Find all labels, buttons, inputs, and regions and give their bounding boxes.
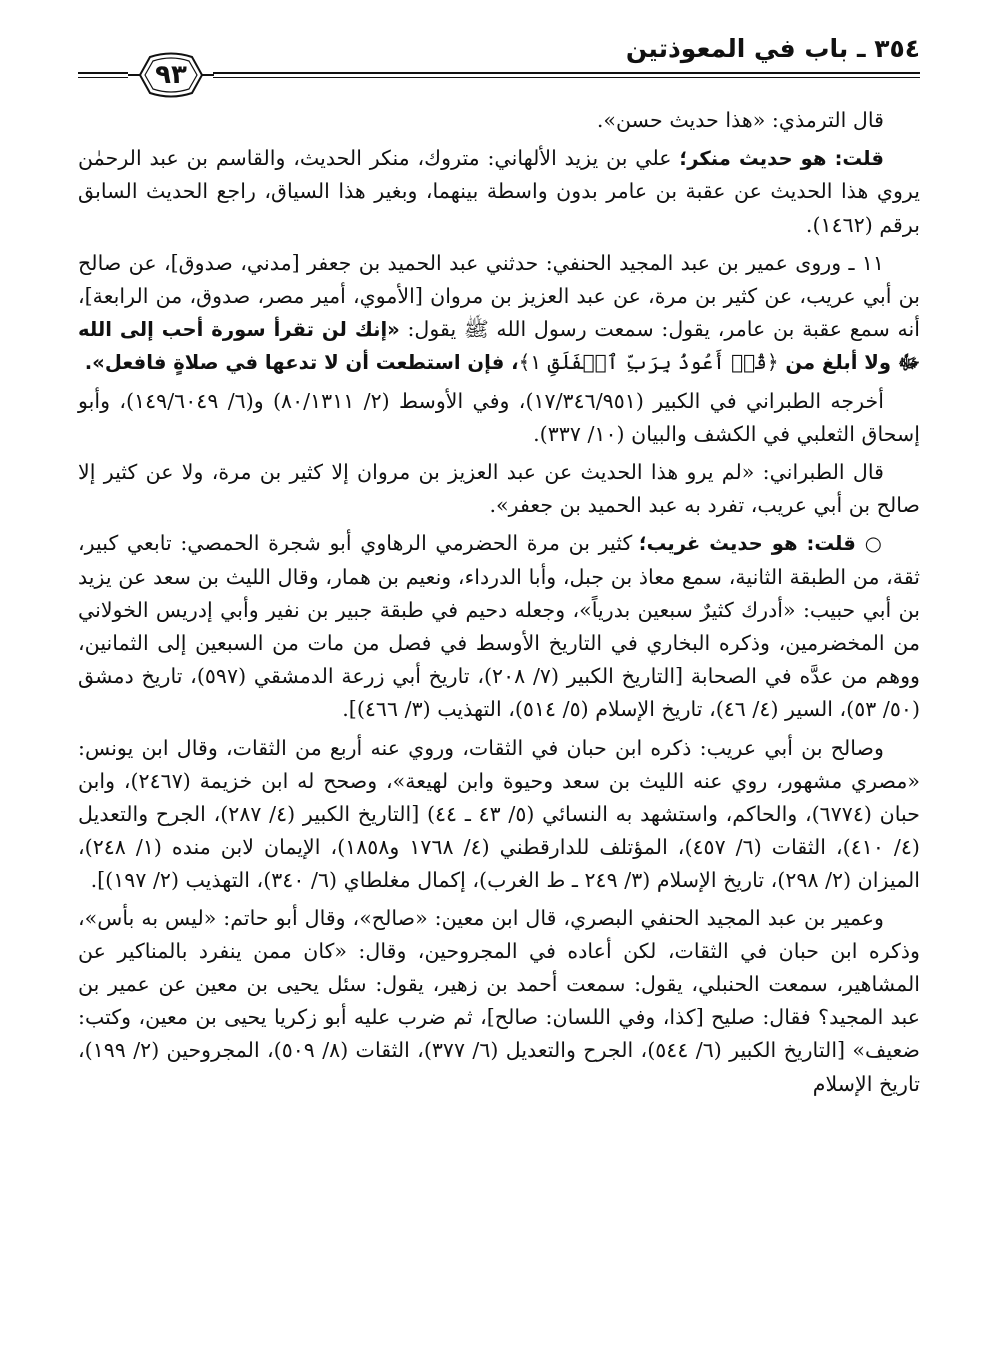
text-run: كثير بن مرة الحضرمي الرهاوي أبو شجرة الحمصي: تابعي كبير، ثقة، من الطبقة الثانية، سمع معاذ بن جبل، وأبا الدرداء، ونعيم بن همار، وقال الليث بن سعد عن يزيد بن أبي حبيب: «أدرك كثيرٌ سبعين بدرياً»، وجعله دحيم في طبقة جبير بن نفير وأبي إدريس الخولاني من المخضرمين، وذكره البخاري في التاريخ الأوسط في فصل من مات من السبعين إلى الثمانين، ووهم من عدَّه في الصحابة [التاريخ الكبير (٧/ ٢٠٨)، تاريخ أبي زرعة الدمشقي (٥٩٧)، تاريخ دمشق (٥٠/ ٥٣)، السير (٤/ ٤٦)، تاريخ الإسلام (٥/ ٥١٤)، التهذيب (٣/ ٤٦٦)].: [78, 531, 920, 722]
header-rule: [78, 77, 128, 78]
header-rule: [213, 77, 920, 78]
bold-text: قلت: هو حديث منكر؛: [679, 147, 885, 171]
paragraph: [78, 732, 920, 898]
text-run: قال الترمذي: «هذا حديث حسن».: [596, 108, 884, 132]
page-body: [78, 104, 920, 1106]
chapter-title: ٣٥٤ ـ باب في المعوذتين: [625, 34, 920, 63]
header-rule: [78, 72, 128, 74]
text-run: علي بن يزيد الألهاني: متروك، منكر الحديث، والقاسم بن عبد الرحمٰن يروي هذا الحديث عن عقبة بن عامر بدون واسطة بينهما، وبغير هذا السياق، راجع الحديث السابق برقم (١٤٦٢).: [78, 146, 920, 237]
text-run: ١١ ـ وروى عمير بن عبد المجيد الحنفي: حدثني عبد الحميد بن جعفر [مدني، صدوق]، عن صالح بن أبي عريب، عن كثير بن مرة، عن عبد العزيز بن مروان [الأموي، أمير مصر، صدوق، من الرابعة]، أنه سمع عقبة بن عامر، يقول: سمعت رسول الله ﷺ يقول:: [78, 250, 920, 342]
text-run: وعمير بن عبد المجيد الحنفي البصري، قال ابن معين: «صالح»، وقال أبو حاتم: «ليس به بأس»، وذكره ابن حبان في الثقات، لكن أعاده في المجروحين، وقال: «كان ممن ينفرد بالمناكير عن المشاهير، سمعت الحنبلي، يقول: سمعت أحمد بن زهير، يقول: سئل يحيى بن معين عن عمير بن عبد المجيد؟ فقال: صليح [كذا، وفي اللسان: صالح]، ثم ضرب عليه أبو زكريا يحيى بن معين، وكتب: ضعيف» [التاريخ الكبير (٦/ ٥٤٤)، الجرح والتعديل (٦/ ٣٧٧)، الثقات (٨/ ٥٠٩)، المجروحين (٢/ ١٩٩)، تاريخ الإسلام: [78, 905, 920, 1096]
page-number: ٩٣: [155, 60, 187, 90]
paragraph: [78, 902, 920, 1101]
paragraph: [78, 385, 920, 451]
quran-verse: ﴿قُلۡ أَعُوذُ بِرَبِّ ٱلۡفَلَقِ ١﴾: [518, 350, 779, 375]
bold-text: «إنك لن تقرأ سورة أحب إلى الله ﷻ ولا أبلغ من: [78, 318, 920, 375]
paragraph: [78, 104, 920, 137]
text-run: وصالح بن أبي عريب: ذكره ابن حبان في الثقات، وروي عنه أربع من الثقات، وقال ابن يونس: «مصري مشهور، روي عنه الليث بن سعد وحيوة وابن لهيعة»، وصحح له ابن خزيمة (٢٤٦٧)، وابن حبان (٦٧٧٤)، والحاكم، واستشهد به النسائي (٥/ ٤٣ ـ ٤٤) [التاريخ الكبير (٤/ ٢٨٧)، الجرح والتعديل (٤/ ٤١٠)، الثقات (٦/ ٤٥٧)، المؤتلف للدارقطني (٤/ ١٧٦٨ و١٨٥٨)، الإيمان لابن منده (١/ ٢٤٨)، الميزان (٢/ ٢٩٨)، تاريخ الإسلام (٣/ ٢٤٩ ـ ط الغرب)، إكمال مغلطاي (٦/ ٣٤٠)، التهذيب (٢/ ١٩٧)].: [78, 735, 920, 893]
header-rule: [213, 72, 920, 74]
paragraph: [78, 247, 920, 380]
page-header: [78, 26, 920, 96]
paragraph: [78, 456, 920, 522]
page-number-badge: [126, 48, 216, 102]
text-run: أخرجه الطبراني في الكبير (١٧/٣٤٦/٩٥١)، وفي الأوسط (٢/ ٨٠/١٣١١) و(٦/ ١٤٩/٦٠٤٩)، وأبو إسحاق الثعلبي في الكشف والبيان (١٠/ ٣٣٧).: [78, 388, 920, 446]
text-run: قال الطبراني: «لم يرو هذا الحديث عن عبد العزيز بن مروان إلا كثير بن مرة، ولا عن كثير إلا صالح بن أبي عريب، تفرد به عبد الحميد بن جعفر».: [78, 460, 920, 518]
paragraph: [78, 527, 920, 726]
bold-text: ، فإن استطعت أن لا تدعها في صلاةٍ فافعل».: [84, 351, 519, 375]
paragraph: [78, 142, 920, 242]
bold-text: ○ قلت: هو حديث غريب؛: [638, 532, 884, 556]
